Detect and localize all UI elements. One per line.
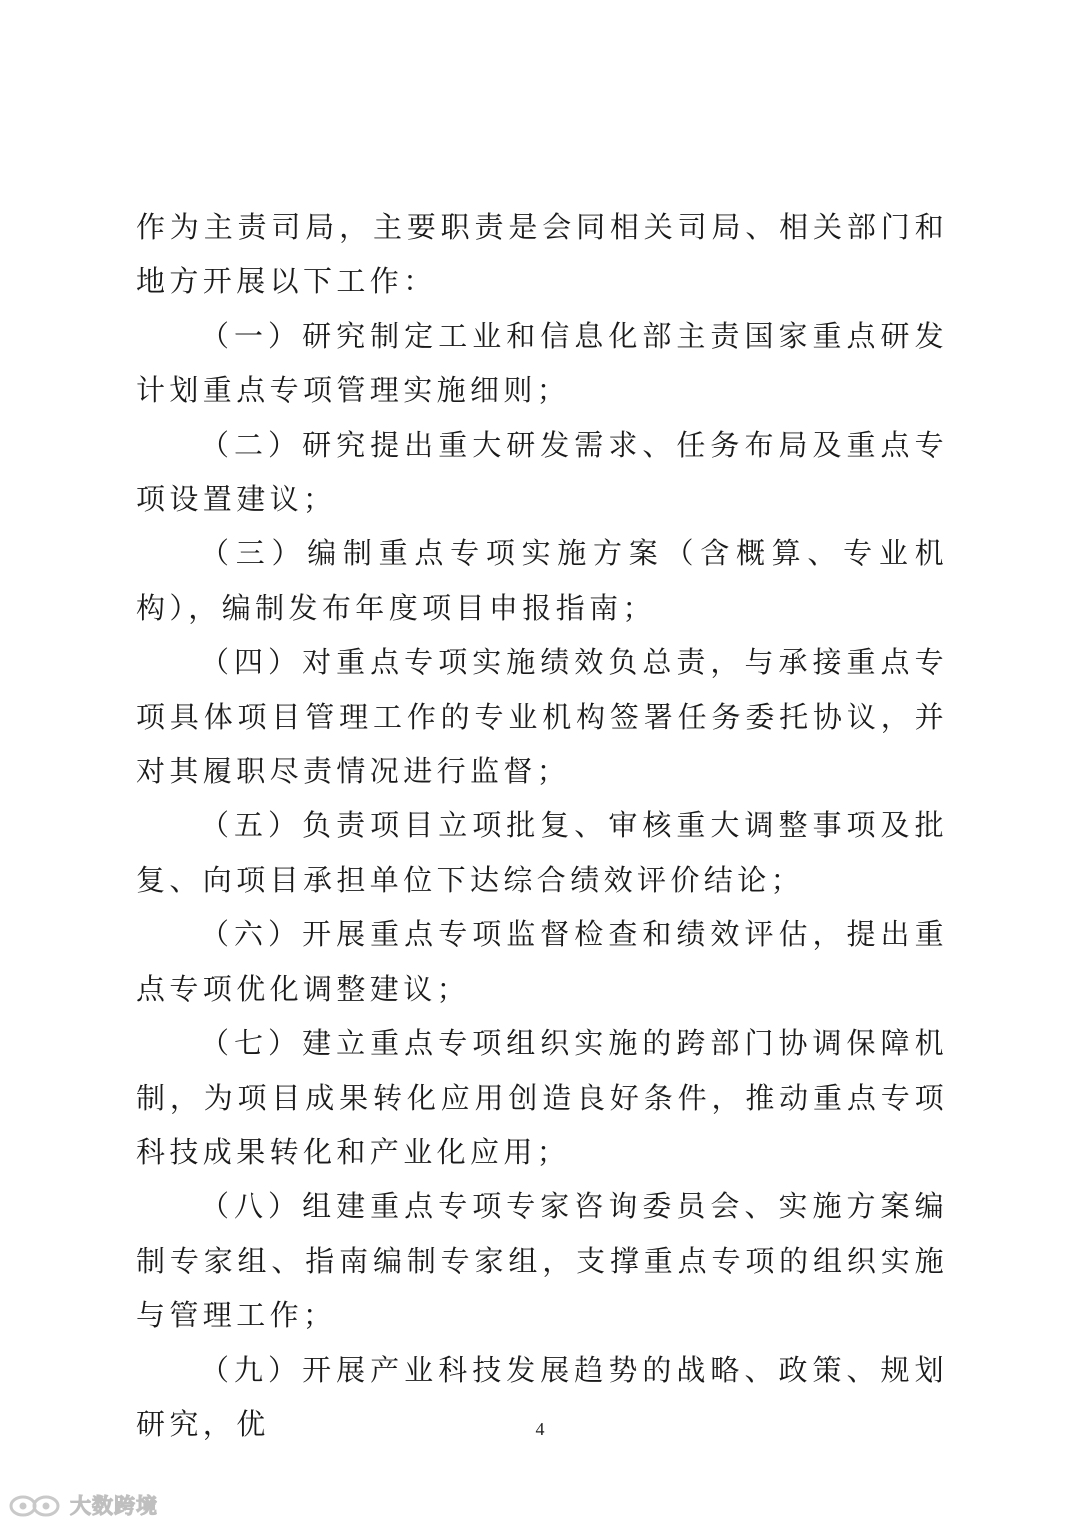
- paragraph-item-3: （三）编制重点专项实施方案（含概算、专业机构），编制发布年度项目申报指南；: [136, 536, 948, 625]
- document-body: [136, 200, 948, 1451]
- paragraph-item-9: （九）开展产业科技发展趋势的战略、政策、规划研究，优: [136, 1352, 948, 1441]
- paragraph-intro: 作为主责司局，主要职责是会同相关司局、相关部门和地方开展以下工作：: [136, 210, 948, 299]
- paragraph-item-4: （四）对重点专项实施绩效负总责，与承接重点专项具体项目管理工作的专业机构签署任务委托协议，并对其履职尽责情况进行监督；: [136, 645, 948, 789]
- paragraph-item-2: （二）研究提出重大研发需求、任务布局及重点专项设置建议；: [136, 427, 948, 517]
- eye-logo-icon: [8, 1491, 64, 1519]
- paragraph-item-6: （六）开展重点专项监督检查和绩效评估，提出重点专项优化调整建议；: [136, 917, 948, 1006]
- paragraph-item-1: （一）研究制定工业和信息化部主责国家重点研发计划重点专项管理实施细则；: [136, 318, 948, 408]
- watermark: [8, 1489, 158, 1521]
- paragraph-item-7: （七）建立重点专项组织实施的跨部门协调保障机制，为项目成果转化应用创造良好条件，推动重点专项科技成果转化和产业化应用；: [136, 1026, 948, 1169]
- paragraph-item-5: （五）负责项目立项批复、审核重大调整事项及批复、向项目承担单位下达综合绩效评价结论；: [136, 808, 948, 897]
- page-number: 4: [535, 1419, 545, 1439]
- watermark-text: 大数跨境: [70, 1494, 158, 1518]
- paragraph-item-8: （八）组建重点专项专家咨询委员会、实施方案编制专家组、指南编制专家组，支撑重点专项的组织实施与管理工作；: [136, 1189, 948, 1333]
